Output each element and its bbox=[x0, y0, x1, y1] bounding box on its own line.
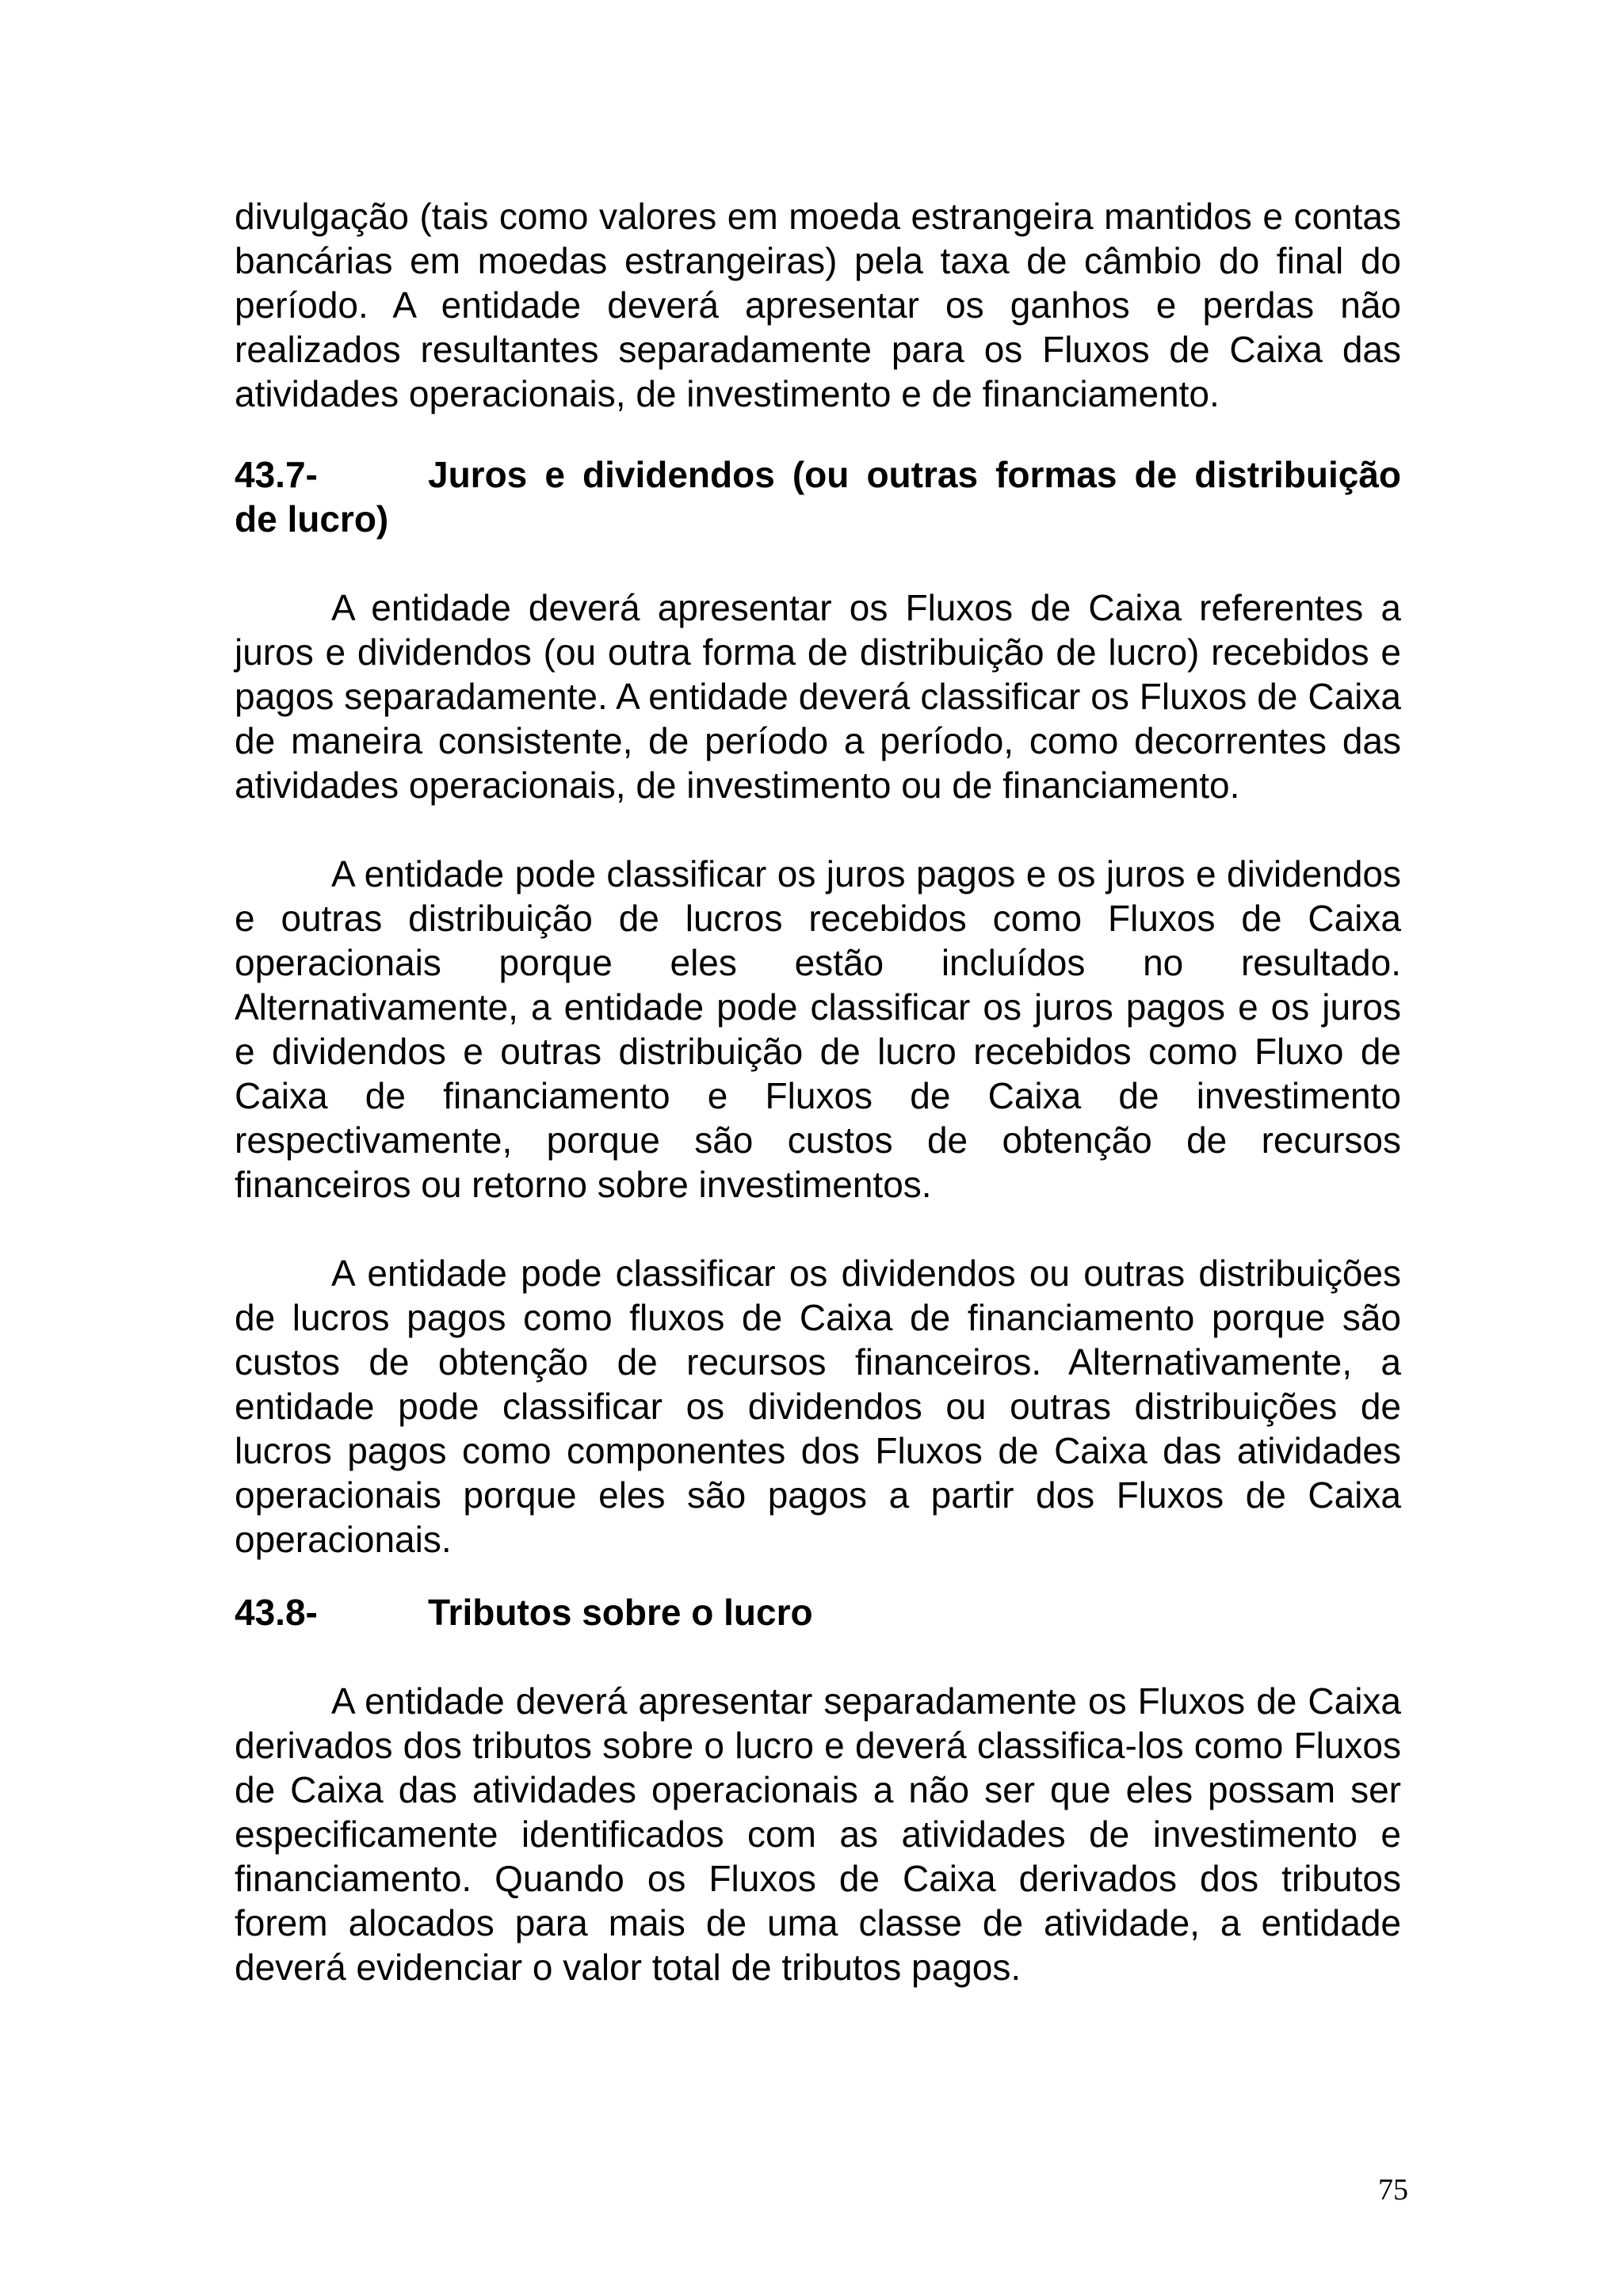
paragraph-classificacao-juros: A entidade pode classificar os juros pagos e os juros e dividendos e outras distribuição de lucros recebidos como Fluxos de Caixa operacionais porque eles estão incluídos no resultado. Alternativamente, a entidade pode classificar os juros pagos e os juros e dividendos e outras distribuição de lucro recebidos como Fluxo de Caixa de financiamento e Fluxos de Caixa de investimento respectivamente, porque são custos de obtenção de recursos financeiros ou retorno sobre investimentos. bbox=[235, 853, 1401, 1205]
section-heading-43-8 bbox=[235, 1590, 1401, 1634]
section-title: Tributos sobre o lucro bbox=[428, 1592, 813, 1633]
section-number: 43.7- bbox=[235, 454, 318, 495]
section-title: Juros e dividendos (ou outras formas de distribuição de lucro) bbox=[235, 454, 1401, 540]
paragraph-juros-dividendos: A entidade deverá apresentar os Fluxos de Caixa referentes a juros e dividendos (ou outra forma de distribuição de lucro) recebidos e pagos separadamente. A entidade deverá classificar os Fluxos de Caixa de maneira consistente, de período a período, como decorrentes das atividades operacionais, de investimento ou de financiamento. bbox=[235, 587, 1401, 806]
paragraph-classificacao-dividendos: A entidade pode classificar os dividendos ou outras distribuições de lucros pagos como fluxos de Caixa de financiamento porque são custos de obtenção de recursos financeiros. Alternativamente, a entidade pode classificar os dividendos ou outras distribuições de lucros pagos como componentes dos Fluxos de Caixa das atividades operacionais porque eles são pagos a partir dos Fluxos de Caixa operacionais. bbox=[235, 1253, 1401, 1560]
section-heading-43-7 bbox=[235, 452, 1401, 541]
section-number: 43.8- bbox=[235, 1592, 318, 1633]
page-number: 75 bbox=[1378, 2173, 1408, 2206]
paragraph-continuation: divulgação (tais como valores em moeda estrangeira mantidos e contas bancárias em moedas estrangeiras) pela taxa de câmbio do final do período. A entidade deverá apresentar os ganhos e perdas não realizados resultantes separadamente para os Fluxos de Caixa das atividades operacionais, de investimento e de financiamento. bbox=[235, 196, 1401, 414]
page-content bbox=[235, 194, 1401, 1989]
paragraph-tributos: A entidade deverá apresentar separadamente os Fluxos de Caixa derivados dos tributos sobre o lucro e deverá classifica-los como Fluxos de Caixa das atividades operacionais a não ser que eles possam ser especificamente identificados com as atividades de investimento e financiamento. Quando os Fluxos de Caixa derivados dos tributos forem alocados para mais de uma classe de atividade, a entidade deverá evidenciar o valor total de tributos pagos. bbox=[235, 1680, 1401, 1988]
